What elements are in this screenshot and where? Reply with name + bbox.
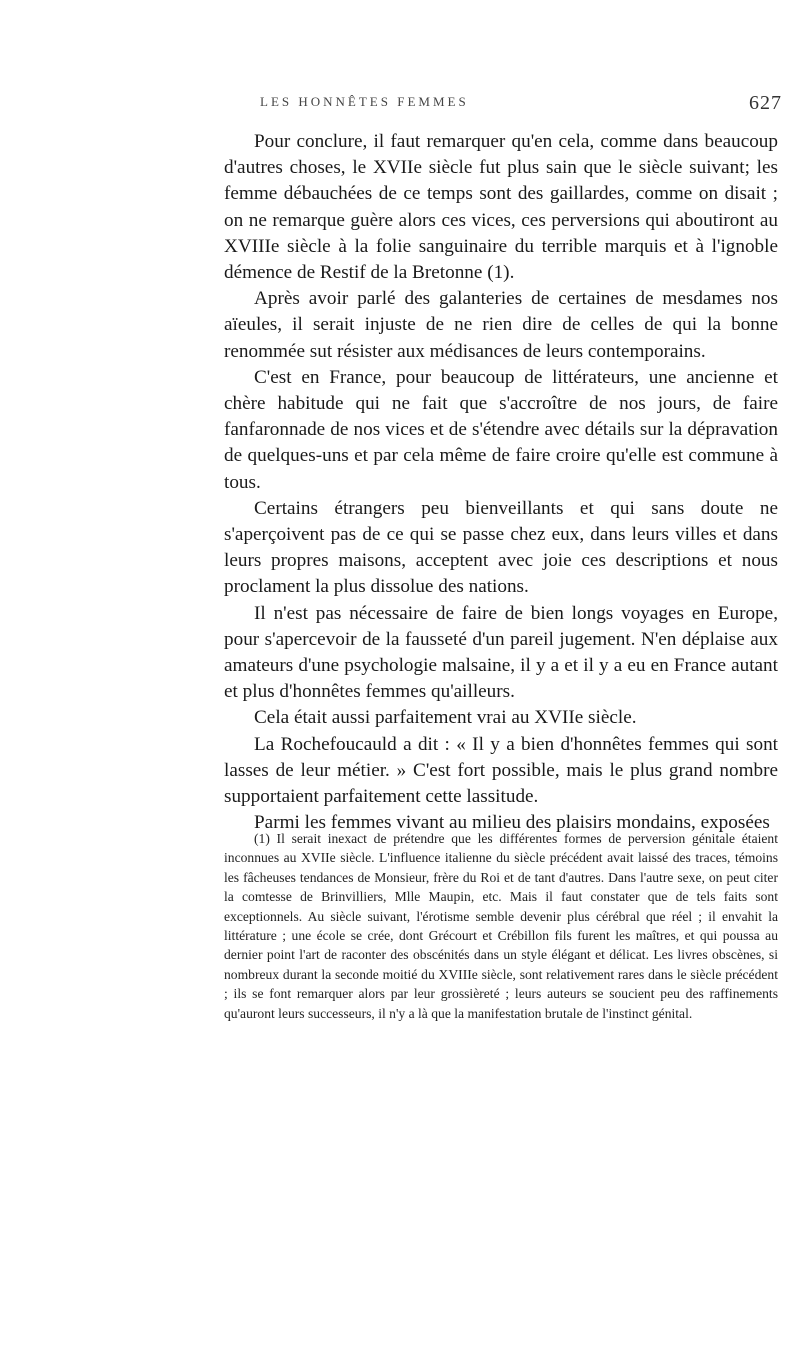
paragraph: Après avoir parlé des galanteries de certaines de mesdames nos aïeules, il serait injuste de ne rien dire de celles de qui la bonne renommée sut résister aux médisances de leurs contemporains. [224, 288, 778, 362]
paragraph: C'est en France, pour beaucoup de littérateurs, une ancienne et chère habitude qui ne fait que s'accroître de nos jours, de faire fanfaronnade de nos vices et de s'étendre avec détails sur la dépravation de quelques-uns et par cela même de faire croire qu'elle est commune à tous. [224, 366, 778, 493]
paragraph: Parmi les femmes vivant au milieu des plaisirs mondains, exposées [254, 812, 770, 834]
page-header [230, 94, 782, 116]
footnotes [224, 829, 778, 1023]
main-text [224, 129, 778, 836]
running-head: LES HONNÊTES FEMMES [260, 94, 469, 109]
paragraph: La Rochefoucauld a dit : « Il y a bien d'honnêtes femmes qui sont lasses de leur métier. » C'est fort possible, mais le plus grand nombre supportaient parfaitement cette lassitude. [224, 733, 778, 808]
footnote: (1) Il serait inexact de prétendre que les différentes formes de perversion génitale étaient inconnues au XVIIe siècle. L'influence italienne du siècle précédent avait laissé des traces, témoins les fâcheuses tendances de Monsieur, frère du Roi et de tant d'autres. Dans l'autre sexe, on peut citer la comtesse de Brinvilliers, Mlle Maupin, etc. Mais il faut constater que de tels faits sont exceptionnels. Au siècle suivant, l'érotisme semble devenir plus cérébral que réel ; il envahit la littérature ; une école se crée, dont Grécourt et Crébillon fils furent les maîtres, et qui poussa au dernier point l'art de raconter des obscénités dans un style élégant et délicat. Les livres obscènes, si nombreux durant la seconde moitié du XVIIIe siècle, sont relativement rares dans le siècle précédent ; ils se font remarquer alors par leur grossièreté ; leurs auteurs se soucient peu des raffinements qu'auront leurs successeurs, il n'y a là que la manifestation brutale de l'instinct génital. [224, 831, 778, 1021]
paragraph: Pour conclure, il faut remarquer qu'en cela, comme dans beaucoup d'autres choses, le XVIIe siècle fut plus sain que le siècle suivant; les femme débauchées de ce temps sont des gaillardes, comme on disait ; on ne remarque guère alors ces vices, ces perversions qui aboutiront au XVIIIe siècle à la folie sanguinaire du terrible marquis et à l'ignoble démence de Restif de la Bretonne (1). [224, 131, 778, 284]
page-number: 627 [749, 92, 782, 114]
paragraph: Certains étrangers peu bienveillants et qui sans doute ne s'aperçoivent pas de ce qui se passe chez eux, dans leurs villes et dans leurs propres maisons, acceptent avec joie ces descriptions et nous proclament la plus dissolue des nations. [224, 497, 778, 598]
paragraph: Cela était aussi parfaitement vrai au XVIIe siècle. [254, 707, 637, 729]
paragraph: Il n'est pas nécessaire de faire de bien longs voyages en Europe, pour s'apercevoir de la fausseté d'un pareil jugement. N'en déplaise aux amateurs d'une psychologie malsaine, il y a et il y a eu en France autant et plus d'honnêtes femmes qu'ailleurs. [224, 602, 778, 703]
